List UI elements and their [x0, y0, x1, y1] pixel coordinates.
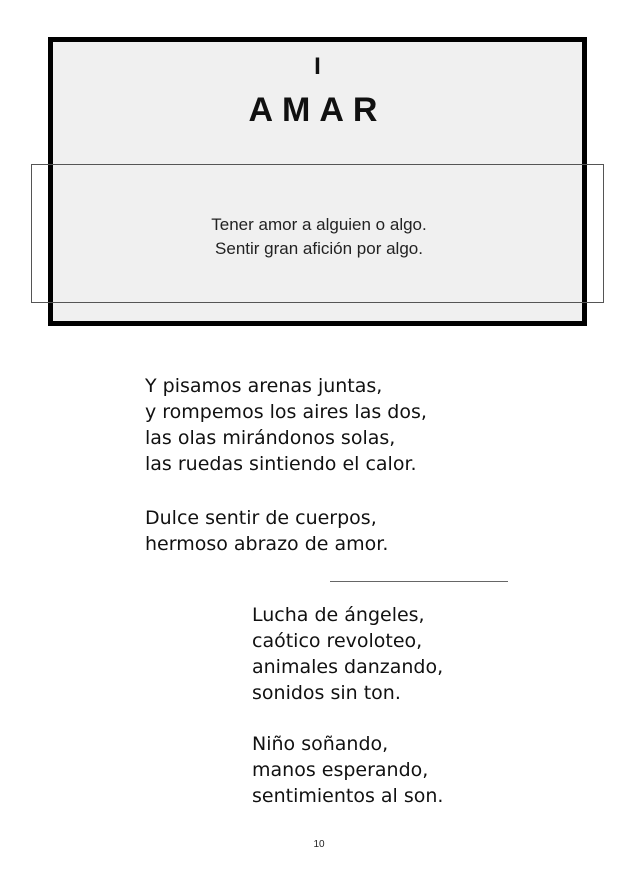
- poem-line: caótico revoloteo,: [252, 630, 423, 652]
- poem-line: las ruedas sintiendo el calor.: [145, 453, 417, 475]
- section-divider: [330, 581, 508, 582]
- definition-line: Sentir gran afición por algo.: [215, 239, 423, 258]
- poem-line: manos esperando,: [252, 759, 429, 781]
- poem-line: y rompemos los aires las dos,: [145, 401, 427, 423]
- poem-line: sonidos sin ton.: [252, 682, 401, 704]
- chapter-number: I: [314, 53, 321, 80]
- poem-line: sentimientos al son.: [252, 785, 444, 807]
- poem-line: las olas mirándonos solas,: [145, 427, 396, 449]
- poem-line: Y pisamos arenas juntas,: [145, 375, 383, 397]
- definition-line: Tener amor a alguien o algo.: [211, 215, 427, 234]
- poem-stanza: [145, 505, 388, 557]
- page-number: 10: [313, 839, 325, 850]
- poem-line: animales danzando,: [252, 656, 444, 678]
- poem-stanza: [252, 731, 443, 809]
- poem-line: hermoso abrazo de amor.: [145, 533, 389, 555]
- definition-text: [0, 213, 638, 261]
- poem-stanza: [145, 373, 427, 477]
- poem-line: Niño soñando,: [252, 733, 389, 755]
- poem-line: Dulce sentir de cuerpos,: [145, 507, 377, 529]
- poem-line: Lucha de ángeles,: [252, 604, 425, 626]
- chapter-title: AMAR: [248, 91, 387, 129]
- poem-stanza: [252, 602, 443, 706]
